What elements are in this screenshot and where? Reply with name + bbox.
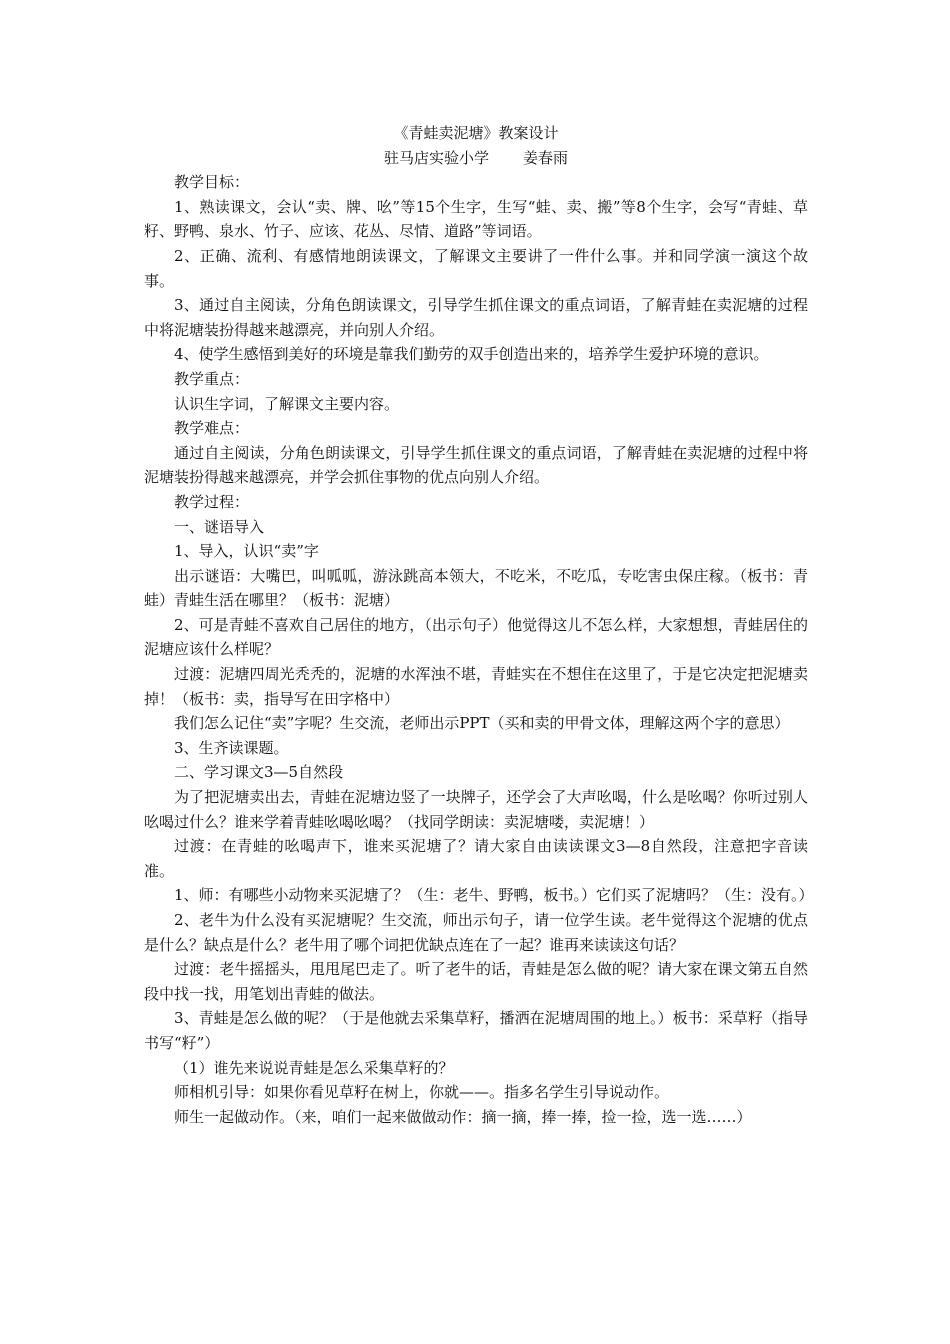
transition-2: 过渡：在青蛙的吆喝声下，谁来买泥塘了？请大家自由读读课文3—8自然段，注意把字音读准。 xyxy=(144,837,808,880)
section-heading-process: 教学过程： xyxy=(174,492,250,511)
objective-1: 1、熟读课文，会认“卖、牌、吆”等15个生字，生写“蛙、卖、搬”等8个生字，会写“青蛙、草籽、野鸭、泉水、竹子、应该、花丛、尽情、道路”等词语。 xyxy=(144,197,808,241)
riddle-paragraph: 出示谜语：大嘴巴，叫呱呱，游泳跳高本领大，不吃米，不吃瓜，专吃害虫保庄稼。（板书：青蛙）青蛙生活在哪里？（板书：泥塘） xyxy=(144,566,808,610)
step-1-3: 3、生齐读课题。 xyxy=(174,738,289,757)
sub-step-1: （1）谁先来说说青蛙是怎么采集草籽的？ xyxy=(174,1058,454,1077)
transition-3: 过渡：老牛摇摇头，甩甩尾巴走了。听了老牛的话，青蛙是怎么做的呢？请大家在课文第五自然段中找一找，用笔划出青蛙的做法。 xyxy=(144,960,808,1003)
section-heading-difficulties: 教学难点： xyxy=(174,419,250,438)
step-2-3: 3、青蛙是怎么做的呢？（于是他就去采集草籽，播洒在泥塘周围的地上。）板书：采草籽（指导书写“籽”） xyxy=(144,1009,808,1052)
section-heading-key-points: 教学重点： xyxy=(174,369,250,388)
document-byline xyxy=(144,146,808,171)
objective-3: 3、通过自主阅读，分角色朗读课文，引导学生抓住课文的重点词语，了解青蛙在卖泥塘的过程中将泥塘装扮得越来越漂亮，并向别人介绍。 xyxy=(144,296,808,339)
objective-2: 2、正确、流利、有感情地朗读课文，了解课文主要讲了一件什么事。并和同学演一演这个故事。 xyxy=(144,246,808,290)
step-2-1: 1、师：有哪些小动物来买泥塘了？（生：老牛、野鸭，板书。）它们买了泥塘吗？（生：没有。） xyxy=(174,886,814,905)
memorize-paragraph: 我们怎么记住“卖”字呢？生交流，老师出示PPT（买和卖的甲骨文体，理解这两个字的意思） xyxy=(174,714,790,733)
objective-4: 4、使学生感悟到美好的环境是靠我们勤劳的双手创造出来的，培养学生爱护环境的意识。 xyxy=(174,345,769,364)
author-name: 姜春雨 xyxy=(523,148,569,167)
action-paragraph: 师生一起做动作。（来，咱们一起来做做动作：摘一摘，捧一捧，捡一捡，选一选……） xyxy=(174,1107,752,1126)
step-2-2: 2、老牛为什么没有买泥塘呢？生交流，师出示句子，请一位学生读。老牛觉得这个泥塘的优点是什么？缺点是什么？老牛用了哪个词把优缺点连在了一起？谁再来读读这句话？ xyxy=(144,911,808,954)
teacher-guide: 师相机引导：如果你看见草籽在树上，你就——。指多名学生引导说动作。 xyxy=(174,1083,670,1102)
step-1-2: 2、可是青蛙不喜欢自己居住的地方，（出示句子）他觉得这儿不怎么样，大家想想，青蛙居住的泥塘应该什么样呢？ xyxy=(144,615,808,659)
step-1-1: 1、导入，认识“卖”字 xyxy=(174,542,319,561)
section-heading-objectives: 教学目标： xyxy=(174,173,250,192)
key-points-text: 认识生字词，了解课文主要内容。 xyxy=(174,394,400,413)
transition-1: 过渡：泥塘四周光秃秃的，泥塘的水浑浊不堪，青蛙实在不想住在这里了，于是它决定把泥塘卖掉！（板书：卖，指导写在田字格中） xyxy=(144,665,808,708)
part-1-heading: 一、谜语导入 xyxy=(174,517,265,536)
difficulties-text: 通过自主阅读，分角色朗读课文，引导学生抓住课文的重点词语，了解青蛙在卖泥塘的过程中将泥塘装扮得越来越漂亮，并学会抓住事物的优点向别人介绍。 xyxy=(144,443,808,487)
document-body xyxy=(144,121,814,1129)
document-title: 《青蛙卖泥塘》教案设计 xyxy=(393,124,559,142)
part-2-heading: 二、学习课文3—5自然段 xyxy=(174,763,344,782)
school-name: 驻马店实验小学 xyxy=(383,148,489,167)
shouting-paragraph: 为了把泥塘卖出去，青蛙在泥塘边竖了一块牌子，还学会了大声吆喝，什么是吆喝？你听过别人吆喝过什么？谁来学着青蛙吆喝吆喝？（找同学朗读：卖泥塘喽，卖泥塘！） xyxy=(144,788,808,831)
